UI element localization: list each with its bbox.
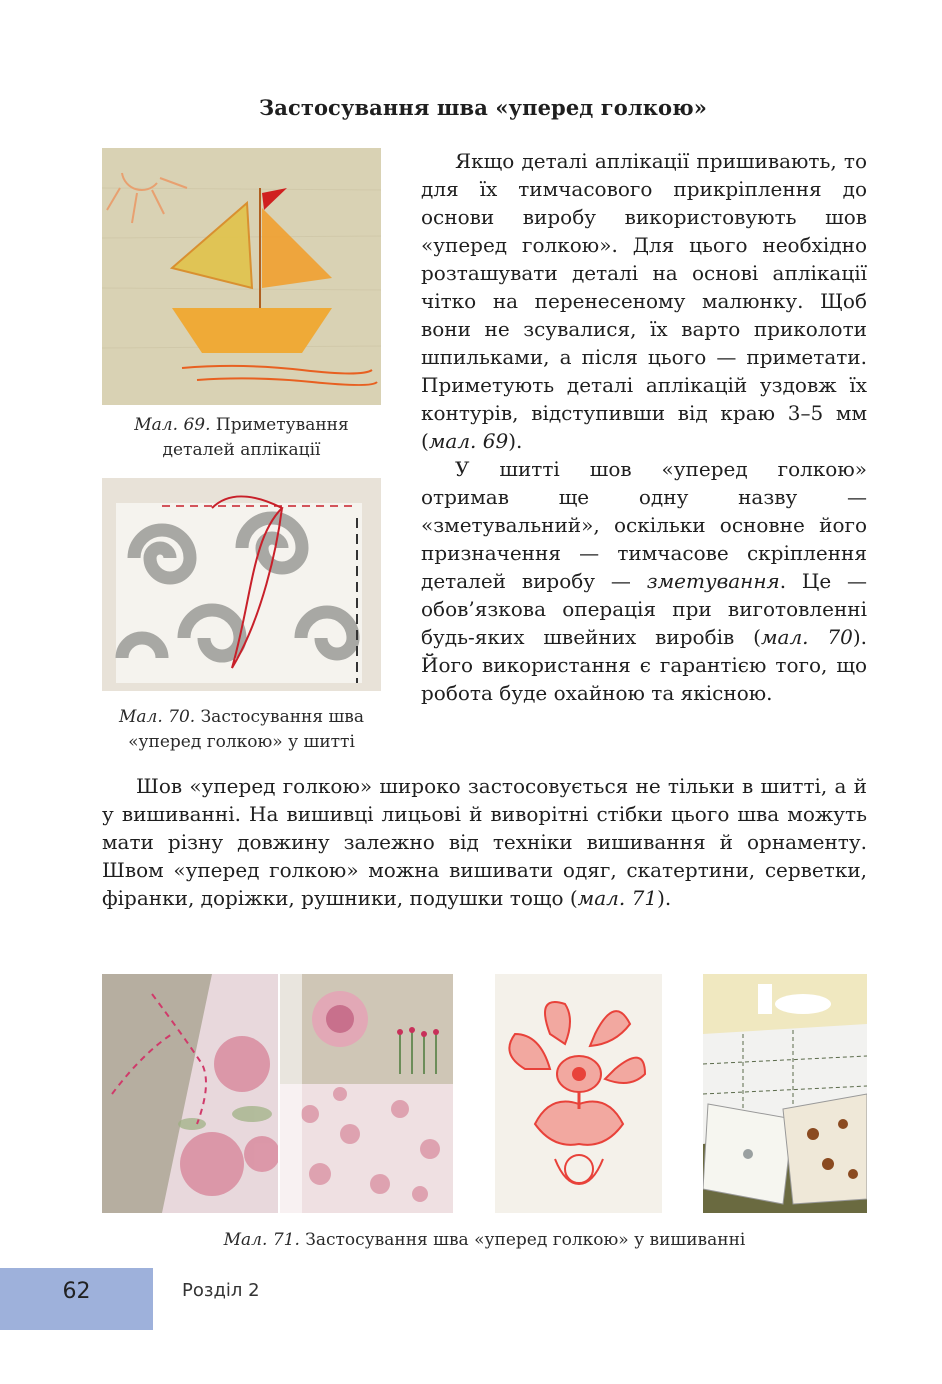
figure-71-caption-text: Застосування шва «уперед голкою» у вишиванні bbox=[305, 1230, 746, 1250]
paragraph-1 bbox=[421, 147, 867, 455]
paragraph-1-text: Якщо деталі аплікації пришивають, то для їх тимчасового прикріплення до основи виробу використовують шов «уперед голкою». Для цього необхідно розташувати деталі на основі аплікації чітко на перенесеному малюнку. Щоб вони не зсувалися, їх варто приколоти шпильками, а після цього — приметати. Приметують деталі аплікацій уздовж їх контурів, відступивши від краю 3–5 мм ( bbox=[421, 149, 867, 453]
figure-69-caption-line1: Приметування bbox=[215, 415, 349, 435]
figure-69-sailboat-applique bbox=[102, 148, 381, 405]
paragraph-1-end: ). bbox=[508, 429, 523, 453]
figure-70-caption-line2: «уперед голкою» у шитті bbox=[128, 732, 355, 752]
page-title: Застосування шва «уперед голкою» bbox=[259, 95, 707, 120]
figure-70-caption-line1: Застосування шва bbox=[200, 707, 365, 727]
figure-71-floral-pillow bbox=[280, 974, 453, 1213]
figure-70-swirl-fabric bbox=[102, 478, 381, 691]
figure-70-caption bbox=[95, 705, 388, 755]
paragraph-2 bbox=[421, 455, 867, 707]
paragraph-3 bbox=[102, 772, 867, 912]
paragraph-2-text: У шитті шов «уперед голкою» отримав ще одну назву — «зметувальний», оскільки основне його призначення — тимчасове скріплення деталей виробу — bbox=[421, 457, 867, 593]
figure-ref-69: мал. 69 bbox=[428, 429, 509, 453]
paragraph-3-text: Шов «уперед голкою» широко застосовується не тільки в шитті, а й у вишиванні. На вишивці лицьові й виворітні стібки цього шва можуть мати різну довжину залежно від техніки вишивання й орнаменту. Швом «уперед голкою» можна вишивати одяг, скатертини, серветки, фіранки, доріжки, рушники, подушки тощо ( bbox=[102, 774, 867, 910]
figure-ref-71: мал. 71 bbox=[577, 886, 658, 910]
figure-ref-70: мал. 70 bbox=[760, 625, 853, 649]
term-zmetuvannia: зметування bbox=[646, 569, 780, 593]
figure-69-caption bbox=[102, 413, 381, 463]
figure-69-label: Мал. 69. bbox=[134, 415, 211, 435]
paragraph-2-text-b: . Це — обов’язкова операція при виготовленні будь-яких швейних виробів ( bbox=[421, 569, 867, 649]
paragraph-2-text-c: ). Його використання є гарантією того, що робота буде охайною та якісною. bbox=[421, 625, 868, 705]
figure-70-label: Мал. 70. bbox=[118, 707, 196, 727]
figure-71-caption bbox=[102, 1228, 867, 1253]
text-full-width bbox=[102, 772, 867, 912]
figure-71-label: Мал. 71. bbox=[223, 1230, 300, 1250]
page-number: 62 bbox=[62, 1279, 91, 1304]
paragraph-3-end: ). bbox=[657, 886, 672, 910]
section-label: Розділ 2 bbox=[182, 1280, 260, 1301]
figure-71-linen-roses bbox=[102, 974, 278, 1213]
figure-71-red-flower-embroidery bbox=[495, 974, 662, 1213]
figure-71-tablecloth-napkins bbox=[703, 974, 867, 1213]
figure-69-caption-line2: деталей аплікації bbox=[162, 440, 321, 460]
text-column-right bbox=[421, 147, 867, 707]
